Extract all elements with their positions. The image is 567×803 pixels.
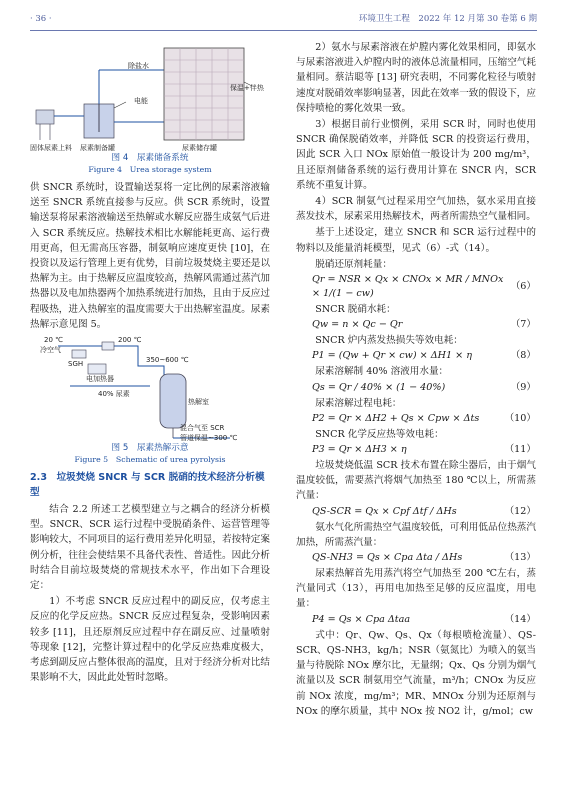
paragraph: 氨水气化所需热空气温度较低，可利用低品位热蒸汽加热，所需蒸汽量： xyxy=(296,521,536,548)
equation xyxy=(296,551,536,565)
equation-expr: Qr = NSR × Qx × CNOx × MR / MNOx × 1/(1 − cw) xyxy=(312,274,504,300)
equation-label: 尿素溶解制 40% 溶液用水量： xyxy=(315,366,449,378)
equation xyxy=(296,273,536,301)
label-power: 电能 xyxy=(134,97,148,105)
equation-number: （6） xyxy=(510,281,536,293)
equation-number: （12） xyxy=(504,505,536,517)
label-prep-tank: 尿素制备罐 xyxy=(80,144,115,152)
paragraph: 式中：Qr、Qw、Qs、Qx（每根喷枪流量）、QS-SCR、QS-NH3，kg/h；NSR（氨氮比）为喷入的氨当量与待脱除 NOx 摩尔比，无量纲；Qx、Qs 分别为烟气流量以及 SCR 制氨用空气流量，m³/h；CNOx 为反应前 NOx 浓度，mg/m³；MR、MNOx 分别为还原剂与 NOx 的摩尔质量，其中 NOx 按 NO2 计，g/mol；cw xyxy=(296,629,536,717)
figure-4-caption-cn: 图 4 尿素储备系统 xyxy=(111,153,189,163)
equation-expr: P2 = Qr × ΔH2 + Qs × Cpw × Δts xyxy=(312,412,480,424)
figure-5-caption-cn: 图 5 尿素热解示意 xyxy=(111,443,189,454)
equation-number: （14） xyxy=(504,613,536,625)
figure-4 xyxy=(30,40,270,152)
paragraph: 2）氨水与尿素溶液在炉膛内雾化效果相同，即氨水与尿素溶液进入炉膛内时的液体总流量相同，压缩空气耗量相同。蔡洁聪等 [13] 研究表明，不同雾化粒径与喷射速度对脱硝效率影响显著，因此在效率一致的假设下，应保持喷枪的雾化效果一致。 xyxy=(296,42,536,114)
paragraph: 基于上述设定，建立 SNCR 和 SCR 运行过程中的物料以及能量消耗模型，见式（6）-式（14）。 xyxy=(296,227,536,254)
label-mix-gas: 混合气至 SCR xyxy=(180,424,225,433)
equation-number: （8） xyxy=(510,350,536,362)
equation-expr: Qw = n × Qc − Qr xyxy=(312,319,403,331)
paragraph: 4）SCR 制氨气过程采用空气加热，氨水采用直接蒸发技术，尿素采用热解技术，两者所需热空气量相同。 xyxy=(296,196,536,223)
page-number: · 36 · xyxy=(30,14,52,24)
figure-4-caption-en: Figure 4 Urea storage system xyxy=(88,165,212,174)
equation-number: （10） xyxy=(504,412,536,424)
label-pipe-insulation: 管道保温~300 ℃ xyxy=(180,434,238,443)
equation xyxy=(296,505,536,519)
label-desalt-water: 除盐水 xyxy=(128,62,149,70)
equation xyxy=(296,381,536,395)
label-200c: 200 ℃ xyxy=(118,336,142,345)
equation-expr: Qs = Qr / 40% × (1 − 40%) xyxy=(312,381,446,393)
equation-expr: QS-NH3 = Qs × Cpa Δta / ΔHs xyxy=(312,552,463,564)
equation-label: 尿素溶解过程电耗： xyxy=(315,397,402,409)
equation-number: （7） xyxy=(510,319,536,331)
paragraph: 3）根据目前行业惯例，采用 SCR 时，同时也使用 SNCR 确保脱硝效率，并降低 SCR 的投资运行费用，因此 SCR 入口 NOx 原始值一般设计为 200 mg/m³，且还原剂储备系统的运行费用计算在 SNCR 内，SCR 系统不重复计算。 xyxy=(296,119,536,191)
figure-5 xyxy=(30,334,270,442)
label-insulation: 保温+伴热 xyxy=(230,84,264,92)
equation xyxy=(296,443,536,457)
equation-number: （11） xyxy=(504,444,536,456)
label-air-temp: 20 ℃ xyxy=(44,336,63,345)
label-cold-air: 冷空气 xyxy=(40,346,61,355)
label-40-urea: 40% 尿素 xyxy=(98,390,130,399)
paragraph: 1）不考虑 SNCR 反应过程中的副反应，仅考虑主反应的化学反应热。SNCR 反应过程复杂，受影响因素较多 [11]，且还原剂反应过程中存在副反应、过量喷射等现象 [12]，完整计算过程中的化学反应热难度极大，考虑到副反应占整体很高的温度，且对于经济分析对比结果影响不大，因此此处暂时忽略。 xyxy=(30,596,270,684)
equation xyxy=(296,613,536,627)
equation-label: SNCR 脱硝水耗： xyxy=(315,304,396,316)
equation-number: （13） xyxy=(504,552,536,564)
label-storage-tank: 尿素储存罐 xyxy=(182,144,217,152)
right-column xyxy=(296,40,536,720)
equation-number: （9） xyxy=(510,381,536,393)
equation-expr: P3 = Qr × ΔH3 × η xyxy=(312,444,407,456)
equation xyxy=(296,412,536,426)
equation-expr: P4 = Qs × Cpa Δtaa xyxy=(312,613,411,625)
urea-storage-diagram xyxy=(30,40,270,152)
equation xyxy=(296,318,536,332)
label-350-600c: 350~600 ℃ xyxy=(146,356,189,365)
equation-label: SNCR 化学反应热等效电耗： xyxy=(315,428,444,440)
equation-label: 脱硝还原剂耗量： xyxy=(315,258,392,270)
left-column xyxy=(30,40,270,686)
label-sgh: SGH xyxy=(68,360,84,369)
section-heading: 2.3 垃圾焚烧 SNCR 与 SCR 脱硝的技术经济分析模型 xyxy=(30,472,265,499)
figure-5-caption-en: Figure 5 Schematic of urea pyrolysis xyxy=(74,455,226,465)
paragraph: 结合 2.2 所述工艺模型建立与之耦合的经济分析模型。SNCR、SCR 运行过程中受脱硝条件、运营管理等影响较大，不同项目的运行费用差异化明显，若按特定案例分析，往往会使结果不具备代表性、普适性。因此分析时结合目前垃圾焚烧的常规技术水平，作出如下合理设定： xyxy=(30,504,270,592)
equation-expr: QS-SCR = Qx × Cpf Δtf / ΔHs xyxy=(312,505,457,517)
label-pyrolysis-chamber: 热解室 xyxy=(188,398,209,407)
journal-info: 环境卫生工程 2022 年 12 月第 30 卷第 6 期 xyxy=(358,14,537,24)
label-heater: 电加热器 xyxy=(86,375,114,384)
paragraph: 尿素热解首先用蒸汽将空气加热至 200 ℃左右，蒸汽量同式（13），再用电加热至足够的反应温度，用电量： xyxy=(296,568,536,610)
paragraph: 垃圾焚烧低温 SCR 技术布置在除尘器后，由于烟气温度较低，需要蒸汽将烟气加热至 180 ℃以上，所需蒸汽量： xyxy=(296,460,536,502)
equation xyxy=(296,349,536,363)
urea-pyrolysis-diagram xyxy=(30,334,270,442)
page-header xyxy=(30,12,537,28)
header-rule xyxy=(30,30,537,31)
label-raw-feed: 固体尿素上料 xyxy=(30,144,72,152)
equation-expr: P1 = (Qw + Qr × cw) × ΔH1 × η xyxy=(312,350,472,362)
equation-label: SNCR 炉内蒸发热损失等效电耗： xyxy=(315,335,463,347)
paragraph: 供 SNCR 系统时，设置输送泵将一定比例的尿素溶液输送至 SNCR 系统直接参与反应。供 SCR 系统时，设置输送泵将尿素溶液输送至热解或水解反应器生成氨气后进入 SCR 系统反应。热解技术相比水解能耗更高、运行费用更高，但无需高压容器，制氨响应速度更快 [10]，在投资以及运行管理上更有优势，目前垃圾焚烧主要还是以热解为主。由于热解反应温度较高，热解风需通过蒸汽加热器以及电加热器两个加热系统进行加热，且由于反应过程吸热，进入热解室的温度需要大于出热解室温度。尿素热解示意见图 5。 xyxy=(30,182,270,330)
